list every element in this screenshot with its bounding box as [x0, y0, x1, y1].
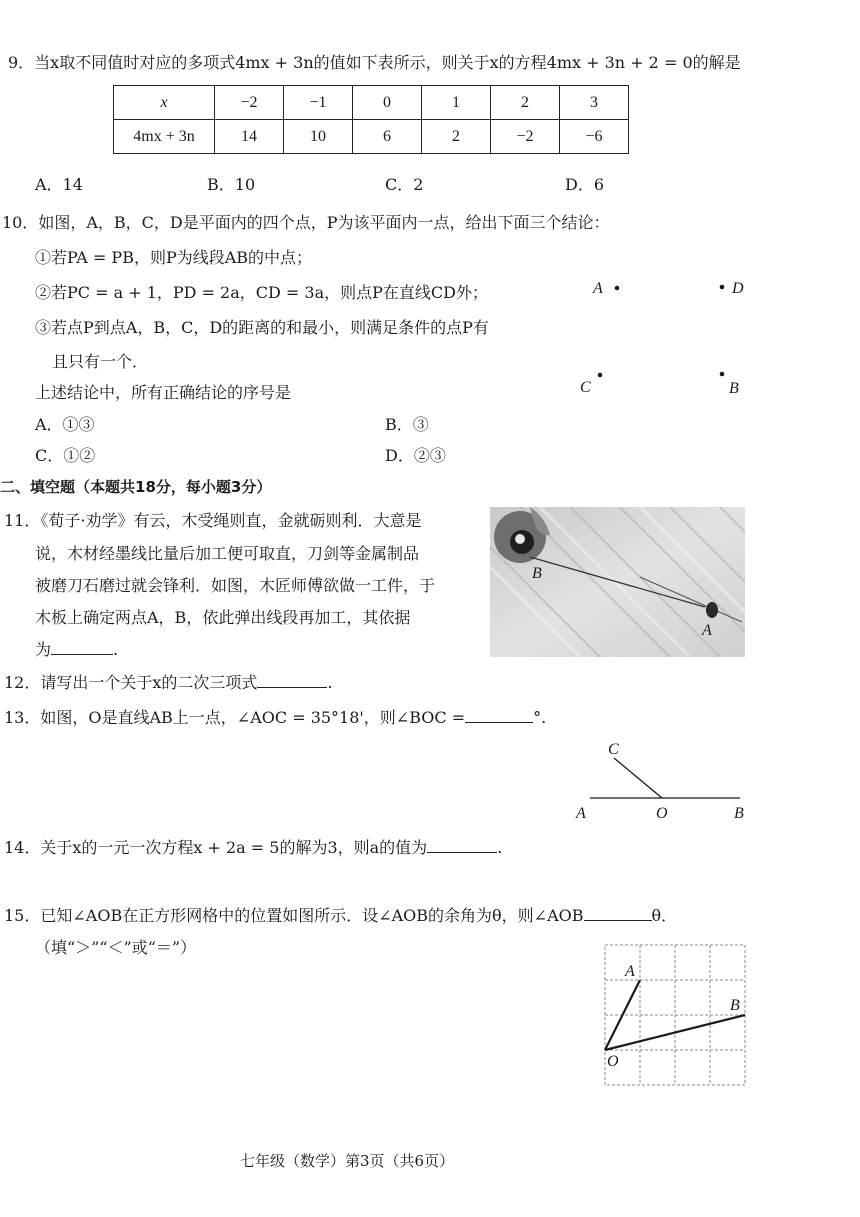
q15-line-2: （填“＞”“＜”或“＝”）	[35, 938, 197, 957]
point-label-b: B	[729, 380, 739, 397]
q14-line: 14．关于x的一元一次方程x + 2a = 5的解为3，则a的值为 .	[4, 838, 503, 857]
table-row	[114, 120, 629, 154]
label-b: B	[730, 997, 740, 1014]
q15-text-a: 15．已知∠AOB在正方形网格中的位置如图所示．设∠AOB的余角为θ，则∠AOB	[4, 906, 584, 925]
table-cell: −2	[215, 86, 284, 120]
table-header-expr: 4mx + 3n	[114, 120, 215, 154]
q11-line-5-text: 为	[35, 640, 52, 659]
q15-line-1	[4, 903, 677, 926]
point-label-a: A	[593, 280, 603, 297]
table-cell: 2	[491, 86, 560, 120]
point-label-c: C	[580, 379, 591, 396]
q13-answer-blank[interactable]	[465, 708, 533, 723]
q15-text-b: θ．	[651, 906, 678, 925]
q11-line-4: 木板上确定两点A，B，依此弹出线段再加工，其依据	[35, 608, 411, 627]
q11-line-3: 被磨刀石磨过就会锋利．如图，木匠师傅欲做一工件，于	[35, 576, 436, 595]
q12-line: 12．请写出一个关于x的二次三项式 .	[4, 673, 333, 692]
table-cell: 14	[215, 120, 284, 154]
q10-option-d: D．②③	[385, 446, 446, 465]
point-c	[598, 373, 603, 378]
table-cell: 0	[353, 86, 422, 120]
label-c: C	[608, 741, 619, 758]
ray-oc	[614, 758, 662, 798]
point-label-d: D	[732, 280, 744, 297]
q12-answer-blank[interactable]	[257, 673, 327, 688]
table-header-x: x	[114, 86, 215, 120]
q9-stem: 9．当x取不同值时对应的多项式4mx + 3n的值如下表所示，则关于x的方程4mx + 3n + 2 = 0的解是	[8, 53, 741, 72]
page-footer: 七年级（数学）第3页（共6页）	[240, 1152, 455, 1170]
q13-text: 13．如图，O是直线AB上一点，∠AOC = 35°18'，则∠BOC =	[4, 708, 466, 727]
photo-label-a: A	[702, 622, 712, 639]
q9-option-d: D．6	[565, 175, 605, 194]
label-a: A	[576, 805, 586, 822]
photo-label-b: B	[532, 565, 542, 582]
point-b	[720, 372, 725, 377]
q10-statement-2: ②若PC = a + 1，PD = 2a，CD = 3a，则点P在直线CD外；	[35, 283, 488, 302]
label-o: O	[656, 805, 668, 822]
label-b: B	[734, 805, 744, 822]
q11-answer-blank[interactable]	[51, 640, 113, 655]
section-heading: 二、填空题（本题共18分，每小题3分）	[0, 478, 272, 496]
q14-answer-blank[interactable]	[427, 838, 497, 853]
table-cell: 1	[422, 86, 491, 120]
label-a: A	[625, 963, 635, 980]
q13-unit: °	[533, 708, 542, 727]
q10-stem: 10．如图，A，B，C，D是平面内的四个点，P为该平面内一点，给出下面三个结论：	[2, 213, 610, 232]
table-cell: 3	[560, 86, 629, 120]
q10-statement-1: ①若PA = PB，则P为线段AB的中点；	[35, 248, 313, 267]
q10-ask: 上述结论中，所有正确结论的序号是	[35, 383, 292, 402]
q14-text: 14．关于x的一元一次方程x + 2a = 5的解为3，则a的值为	[4, 838, 428, 857]
q9-value-table	[113, 85, 629, 154]
point-d	[720, 285, 725, 290]
q15-answer-blank[interactable]	[584, 906, 652, 921]
label-o: O	[607, 1053, 619, 1070]
q11-line-1: 11．《荀子·劝学》有云，木受绳则直，金就砺则利．大意是	[4, 511, 422, 530]
q11-line-5: 为 .	[35, 640, 119, 659]
table-cell: 10	[284, 120, 353, 154]
q10-statement-3-cont: 且只有一个．	[52, 352, 149, 371]
q12-text: 12．请写出一个关于x的二次三项式	[4, 673, 258, 692]
table-cell: 2	[422, 120, 491, 154]
q13-angle-figure	[570, 738, 750, 826]
q10-points-figure	[580, 270, 750, 400]
q11-line-2: 说，木材经墨线比量后加工便可取直，刀剑等金属制品	[35, 544, 420, 563]
table-cell: 6	[353, 120, 422, 154]
table-cell: −1	[284, 86, 353, 120]
q10-option-a: A．①③	[35, 415, 95, 434]
q9-option-b: B．10	[207, 175, 256, 194]
table-cell: −6	[560, 120, 629, 154]
q10-option-c: C．①②	[35, 446, 96, 465]
q13-line: 13．如图，O是直线AB上一点，∠AOC = 35°18'，则∠BOC = °.	[4, 708, 547, 727]
table-cell: −2	[491, 120, 560, 154]
point-a	[615, 286, 620, 291]
q10-option-b: B．③	[385, 415, 429, 434]
q9-option-a: A．14	[35, 175, 83, 194]
q9-option-c: C．2	[385, 175, 424, 194]
q11-wood-photo	[490, 507, 745, 657]
q15-grid-figure	[600, 940, 750, 1088]
table-row	[114, 86, 629, 120]
q10-statement-3: ③若点P到点A，B，C，D的距离的和最小，则满足条件的点P有	[35, 318, 489, 337]
